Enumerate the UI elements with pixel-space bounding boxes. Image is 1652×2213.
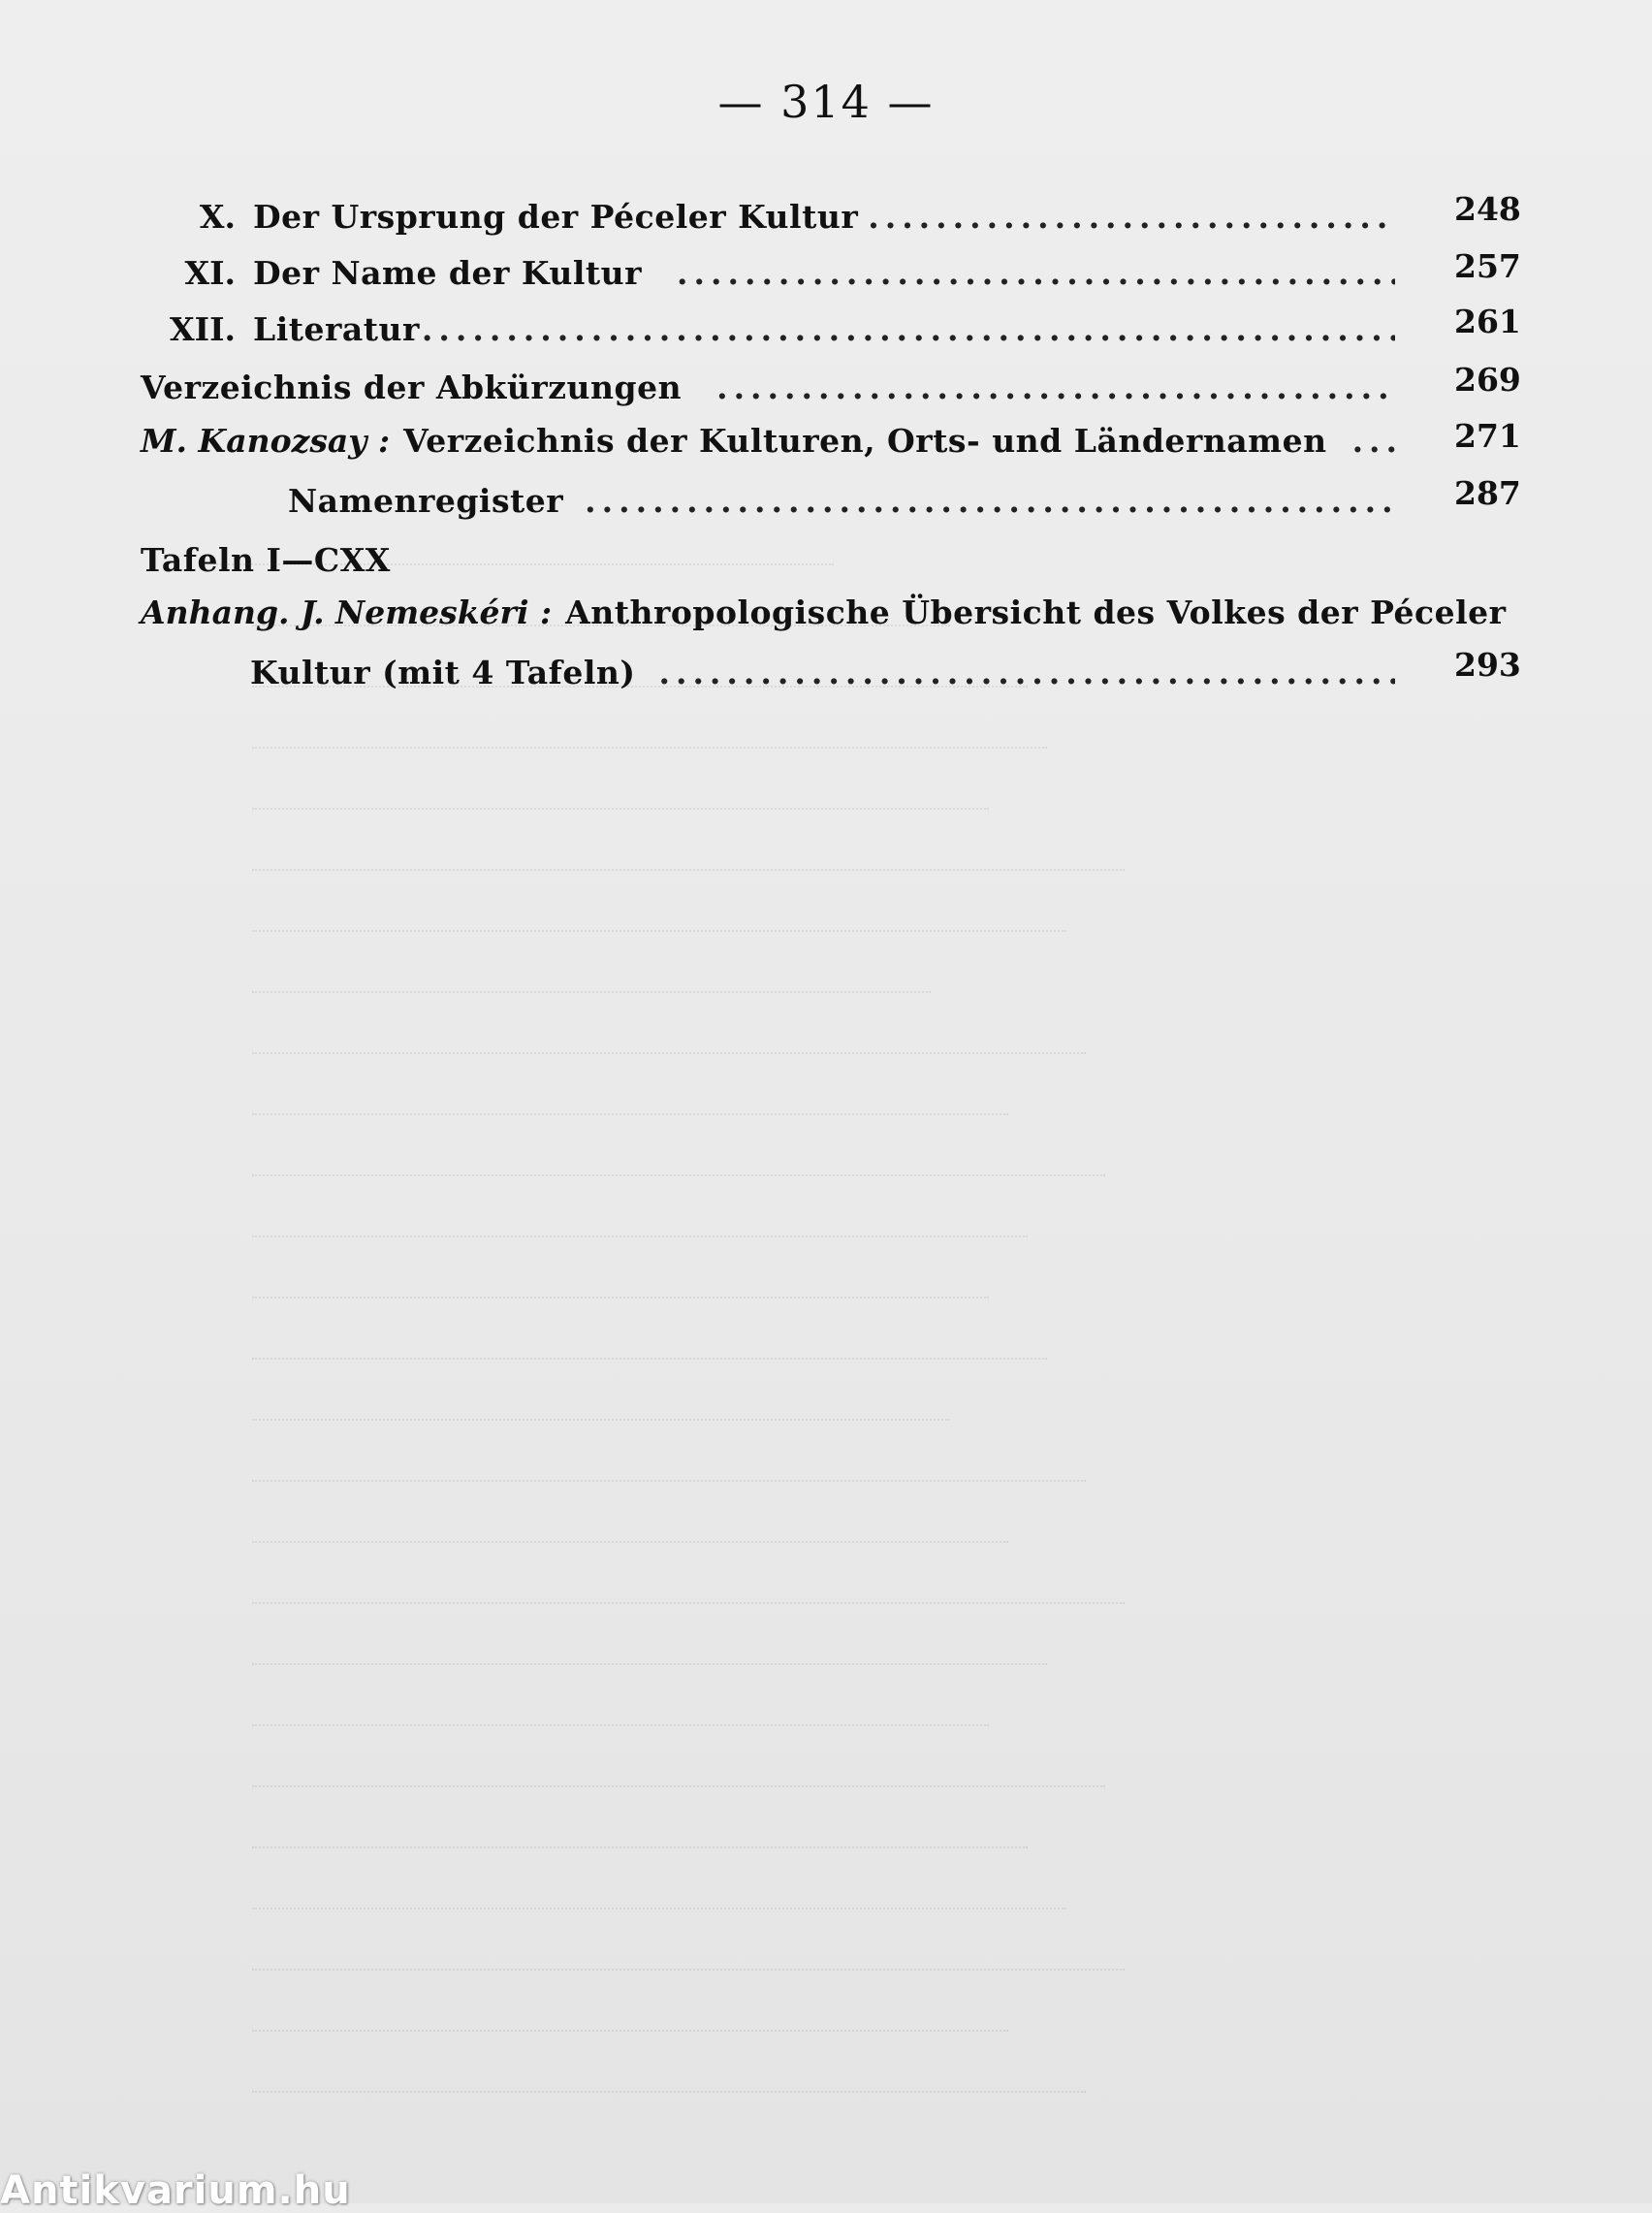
toc-entry-number: XII. xyxy=(170,310,236,348)
dot-leader xyxy=(1352,422,1395,461)
toc-entry-title: Verzeichnis der Kulturen, Orts- und Ländernamen xyxy=(403,422,1327,460)
dot-leader xyxy=(716,369,1395,407)
toc-entry-title: Kultur (mit 4 Tafeln) xyxy=(250,654,636,691)
toc-entry-page: 269 xyxy=(1454,361,1521,399)
toc-entry-page: 271 xyxy=(1454,417,1521,455)
toc-entry-page: 261 xyxy=(1454,303,1521,340)
toc-entry-page: 248 xyxy=(1454,190,1521,228)
watermark-logo: Antikvarium.hu xyxy=(0,2168,351,2213)
show-through-text xyxy=(213,504,1338,2093)
toc-entry-title: Der Ursprung der Péceler Kultur xyxy=(253,198,859,236)
toc-entry-title: Namenregister xyxy=(288,482,564,520)
toc-entry xyxy=(145,310,1413,349)
toc-entry xyxy=(141,422,1413,461)
toc-entry-title: Der Name der Kultur xyxy=(253,254,642,292)
toc-entry-title: Anthropologische Übersicht des Volkes der Péceler xyxy=(565,593,1507,631)
toc-entry-page: 287 xyxy=(1454,474,1521,512)
toc-entry-author: Anhang. J. Nemeskéri : xyxy=(141,593,553,631)
toc-entry xyxy=(145,198,1413,237)
toc-entry-title: Tafeln I—CXX xyxy=(141,541,391,579)
dot-leader xyxy=(868,198,1395,237)
toc-entry-number: X. xyxy=(199,198,236,236)
toc-entry xyxy=(145,254,1413,293)
dot-leader xyxy=(677,254,1395,293)
toc-entry-page: 257 xyxy=(1454,247,1521,285)
dot-leader xyxy=(422,310,1395,349)
toc-entry-title: Literatur xyxy=(253,310,420,348)
toc-entry-title: Verzeichnis der Abkürzungen xyxy=(141,369,683,406)
toc-entry-page: 293 xyxy=(1454,646,1521,684)
toc-entry xyxy=(141,369,1413,407)
toc-entry-author: M. Kanozsay : xyxy=(141,422,391,460)
toc-entry-number: XI. xyxy=(184,254,236,292)
page-number: — 314 — xyxy=(717,76,935,128)
